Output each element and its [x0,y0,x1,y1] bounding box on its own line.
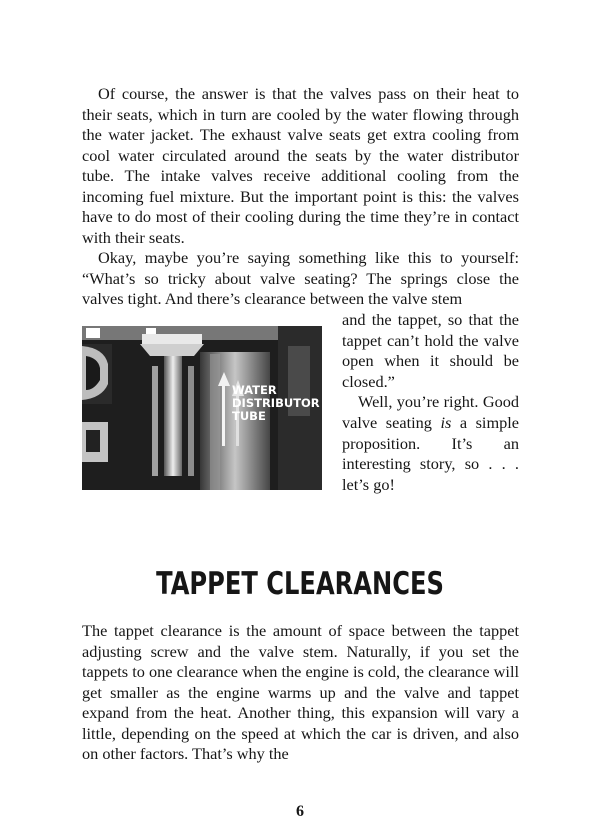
paragraph-tappet-clearance: The tappet clearance is the amount of space between the tappet adjusting screw and the valve stem. Naturally, if you set the tappets to one clearance when the engine is cold, the clearance will get smaller as the engine warms up and the valve and tappet expand from the heat. Another thing, this expansion will vary a little, depending on the speed at which the car is driven, and also on other factors. That’s why the [82,621,519,763]
section-title: TAPPET CLEARANCES [156,566,444,602]
wrapped-text-column [342,310,519,495]
paragraph-3-start: Well, you’re right. Good valve seating [342,392,519,432]
paragraph-3 [342,392,519,495]
paragraph-3-end: a simple proposition. It’s an interesting story, so . . . let’s go! [342,412,520,494]
paragraph-3-emphasis: is [440,412,452,432]
paragraph-heat-transfer [82,84,519,310]
engine-cutaway-illustration [82,326,322,490]
water-distributor-tube-photo [82,326,322,490]
paragraph-1-text: Of course, the answer is that the valves pass on their heat to their seats, which in turn are cooled by the water flowing through the water jacket. The exhaust valve seats get extra cooling from cool water circulated around the seats by the water distributor tube. The intake valves receive additional cooling from the incoming fuel mixture. But the important point is this: the valves have to do most of their cooling during the time they’re in contact with their seats. [82,84,519,247]
paragraph-2-continued: and the tappet, so that the tappet can’t hold the valve open when it should be closed.” [342,310,519,391]
tube-label-line3: TUBE [232,409,266,423]
water-label-line1: WATER [232,383,277,397]
distributor-label-line2: DISTRIBUTOR [232,396,320,410]
page-number: 6 [296,803,304,820]
paragraph-2-text: Okay, maybe you’re saying something like this to yourself: “What’s so tricky about valve seating? The springs close the valves tight. And there’s clearance between the valve stem [82,248,519,308]
